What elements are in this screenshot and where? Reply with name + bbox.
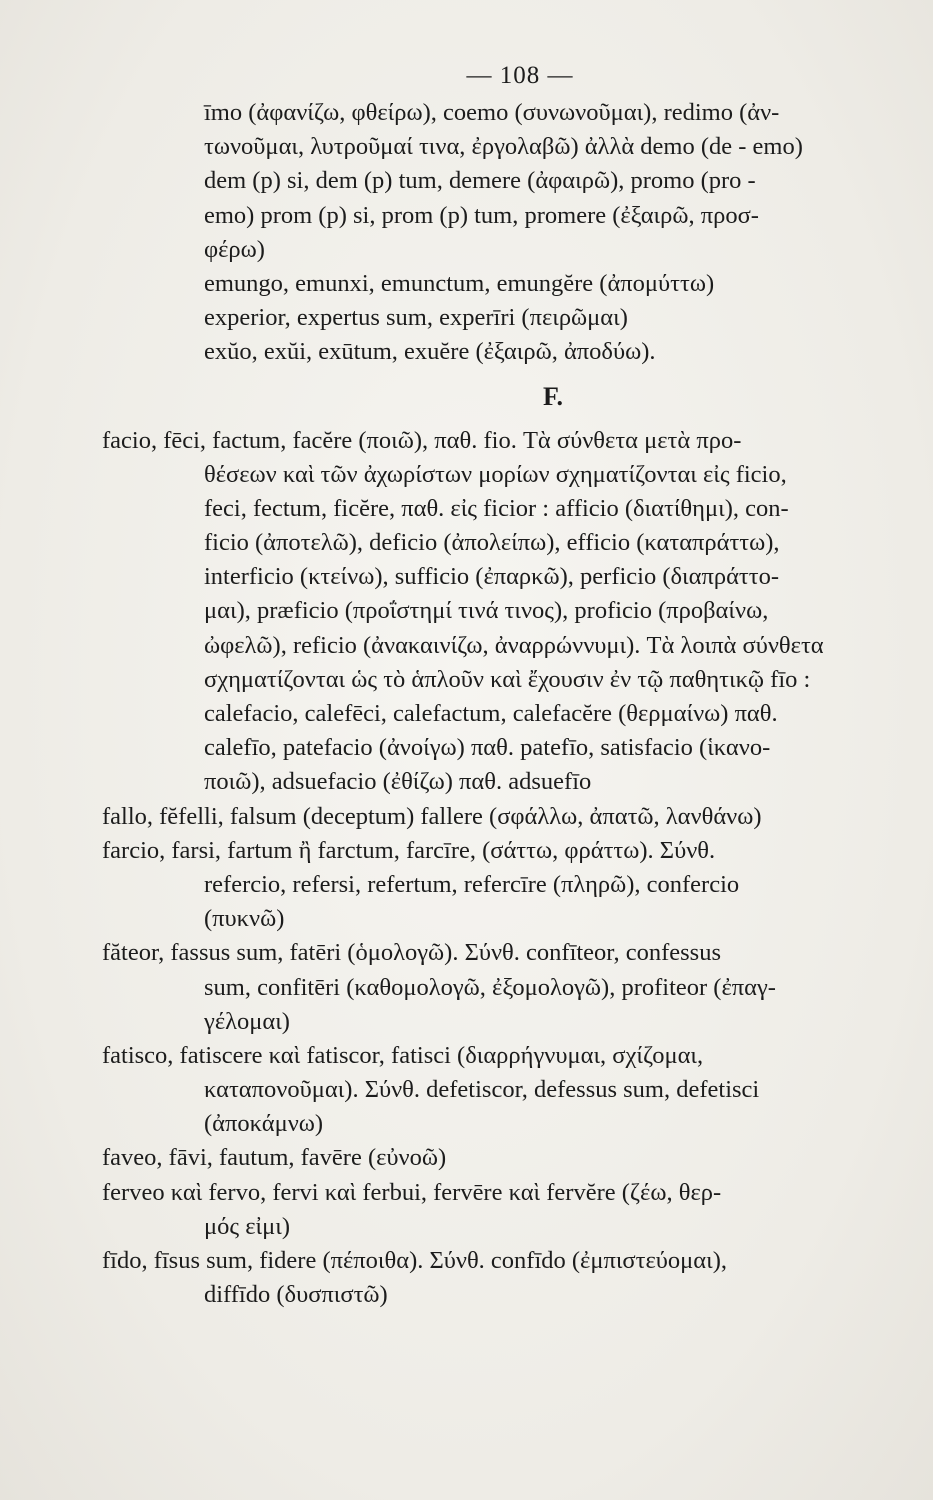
entry-line: īmo (ἀφανίζω, φθείρω), coemo (συνωνοῦμαι), redimo (ἀν-: [204, 99, 780, 126]
entry-line: experior, expertus sum, experīri (πειρῶμαι): [204, 304, 628, 332]
entry-line: exŭo, exŭi, exūtum, exuĕre (ἐξαιρῶ, ἀποδύω).: [204, 338, 656, 366]
entry-line: θέσεων καὶ τῶν ἀχωρίστων μορίων σχηματίζονται εἰς ficio,: [204, 460, 787, 488]
entry-fatisco: [102, 1039, 914, 1142]
entry-line: τωνοῦμαι, λυτροῦμαί τινα, ἐργολαβῶ) ἀλλὰ demo (de - emo): [204, 133, 803, 161]
entry-line: ποιῶ), adsuefacio (ἐθίζω) παθ. adsuefīo: [204, 768, 592, 796]
entry-line: fatisco, fatiscere καὶ fatiscor, fatisci (διαρρήγνυμαι, σχίζομαι,: [102, 1041, 704, 1069]
entry-line: (πυκνῶ): [204, 905, 285, 933]
dictionary-content: [102, 96, 914, 1312]
entry-line: facio, fēci, factum, facĕre (ποιῶ), παθ. fio. Τὰ σύνθετα μετὰ προ-: [102, 426, 742, 454]
entry-line: sum, confitēri (καθομολογῶ, ἐξομολογῶ), profiteor (ἐπαγ-: [204, 973, 776, 1001]
entry-experior: [102, 301, 914, 335]
entry-line: μαι), præficio (προΐστημί τινά τινος), proficio (προβαίνω,: [204, 597, 769, 625]
entry-fateor: [102, 936, 914, 1039]
entry-imo: [102, 96, 914, 267]
entry-line: emo) prom (p) si, prom (p) tum, promere (ἐξαιρῶ, προσ-: [204, 201, 759, 229]
entry-line: farcio, farsi, fartum ἢ farctum, farcīre, (σάττω, φράττω). Σύνθ.: [102, 836, 716, 864]
entry-line: fīdo, fīsus sum, fidere (πέποιθα). Σύνθ. confīdo (ἐμπιστεύομαι),: [102, 1247, 728, 1274]
entry-line: calefīo, patefacio (ἀνοίγω) παθ. patefīo, satisfacio (ἱκανο-: [204, 734, 771, 762]
entry-line: făteor, fassus sum, fatēri (ὁμολογῶ). Σύνθ. confīteor, confessus: [102, 939, 721, 967]
entry-line: ficio (ἀποτελῶ), deficio (ἀπολείπω), efficio (καταπράττω),: [204, 529, 780, 557]
entry-line: φέρω): [204, 235, 265, 263]
entry-line: μός εἰμι): [204, 1212, 290, 1240]
entry-emungo: [102, 267, 914, 301]
page-number: — 108 —: [466, 62, 574, 89]
entry-farcio: [102, 834, 914, 937]
section-heading: F.: [543, 381, 563, 411]
entry-line: ὠφελῶ), reficio (ἀνακαινίζω, ἀναρρώννυμι). Τὰ λοιπὰ σύνθετα: [204, 631, 824, 659]
entry-line: emungo, emunxi, emunctum, emungĕre (ἀπομύττω): [204, 269, 715, 297]
entry-line: diffīdo (δυσπιστῶ): [204, 1281, 388, 1309]
entry-line: interficio (κτείνω), sufficio (ἐπαρκῶ), perficio (διαπράττο-: [204, 563, 780, 591]
entry-fallo: [102, 800, 914, 834]
entry-line: calefacio, calefēci, calefactum, calefacĕre (θερμαίνω) παθ.: [204, 700, 778, 727]
entry-line: σχηματίζονται ὡς τὸ ἁπλοῦν καὶ ἔχουσιν ἐν τῷ παθητικῷ fīo :: [204, 665, 811, 693]
entry-line: (ἀποκάμνω): [204, 1110, 324, 1138]
entry-line: refercio, refersi, refertum, referсīre (πληρῶ), confercio: [204, 870, 740, 898]
entry-facio: [102, 424, 914, 800]
entry-exuo: [102, 335, 914, 369]
entry-faveo: [102, 1141, 914, 1175]
entry-line: feci, fectum, ficĕre, παθ. εἰς ficior : afficio (διατίθημι), con-: [204, 494, 789, 522]
entry-line: dem (p) si, dem (p) tum, demere (ἀφαιρῶ), promo (pro -: [204, 167, 756, 195]
entry-line: ferveo καὶ fervo, fervi καὶ ferbui, fervēre καὶ fervĕre (ζέω, θερ-: [102, 1178, 722, 1206]
entry-line: faveo, fāvi, fautum, favēre (εὐνοῶ): [102, 1144, 447, 1172]
entry-line: fallo, fĕfelli, falsum (deceptum) fallere (σφάλλω, ἀπατῶ, λανθάνω): [102, 802, 762, 830]
entry-fido: [102, 1244, 914, 1312]
entry-line: καταπονοῦμαι). Σύνθ. defetiscor, defessus sum, defetisci: [204, 1076, 760, 1104]
entry-ferveo: [102, 1176, 914, 1244]
entry-line: γέλομαι): [204, 1007, 290, 1035]
